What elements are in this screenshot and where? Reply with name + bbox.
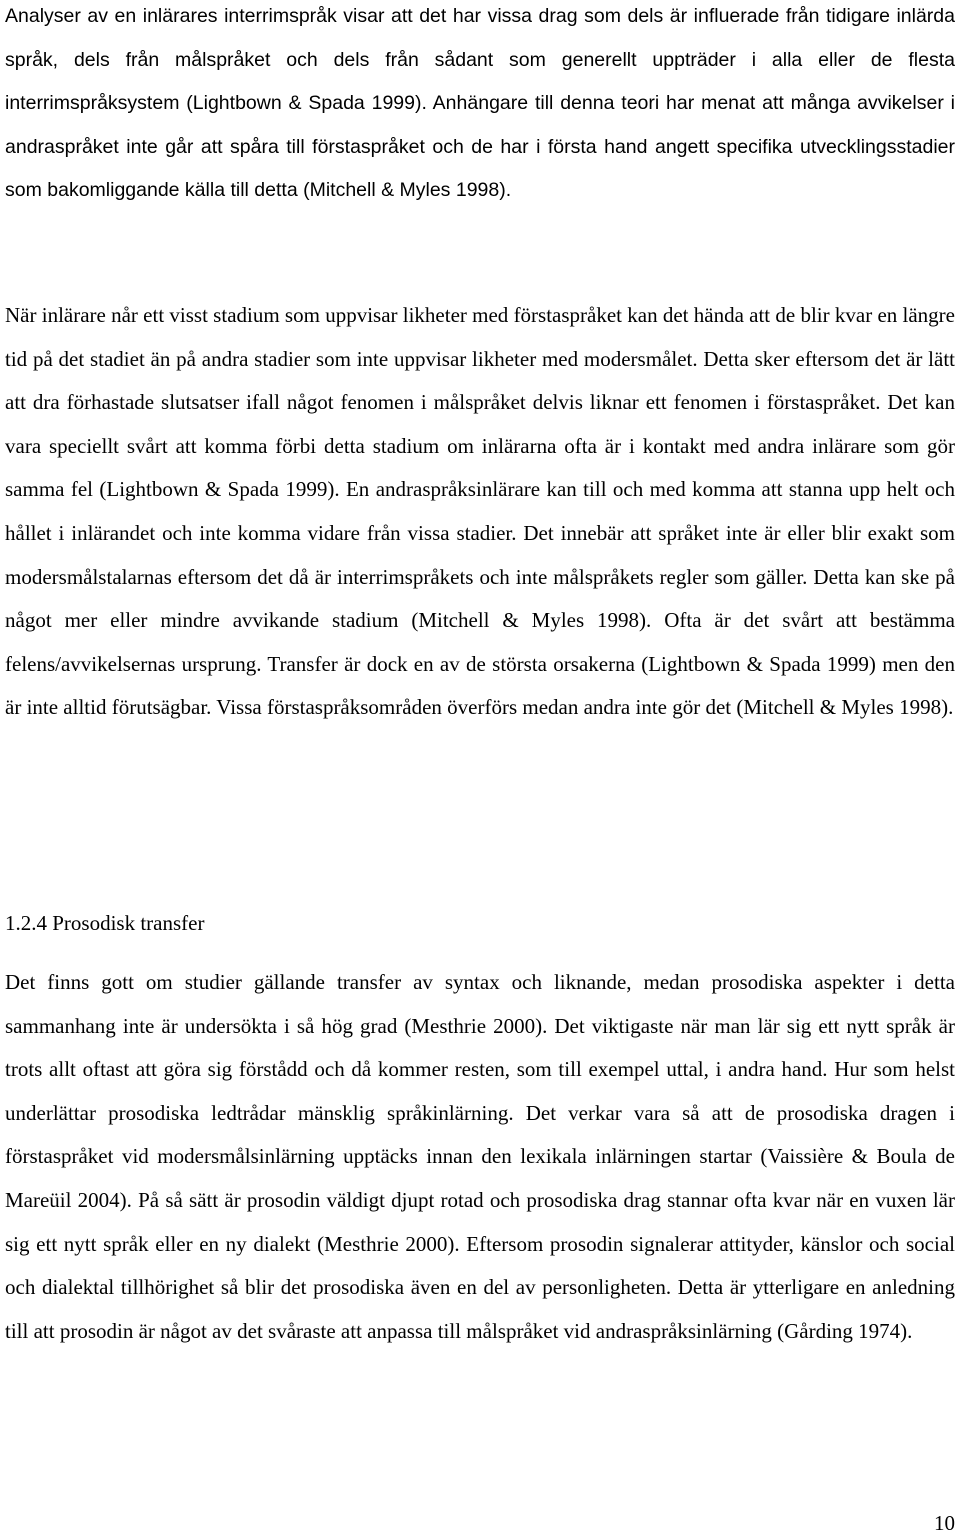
section-heading: 1.2.4 Prosodisk transfer <box>5 911 205 935</box>
body-paragraph-2: När inlärare når ett visst stadium som uppvisar likheter med förstaspråket kan det hända att de blir kvar en längre tid på det stadiet än på andra stadier som inte uppvisar likheter med modersmålet. Detta sker eftersom det är lätt att dra förhastade slutsatser ifall något fenomen i målspråket delvis liknar ett fenomen i förstaspråket. Det kan vara speciellt svårt att komma förbi detta stadium om inlärarna ofta är i kontakt med andra inlärare som gör samma fel (Lightbown & Spada 1999). En andraspråksinlärare kan till och med komma att stanna upp helt och hållet i inlärandet och inte komma vidare från vissa stadier. Det innebär att språket inte är eller blir exakt som modersmålstalarnas eftersom det då är interrimspråkets och inte målspråkets regler som gäller. Detta kan ske på något mer eller mindre avvikande stadium (Mitchell & Myles 1998). Ofta är det svårt att bestämma felens/avvikelsernas ursprung. Transfer är dock en av de största orsakerna (Lightbown & Spada 1999) men den är inte alltid förutsägbar. Vissa förstaspråksområden överförs medan andra inte gör det (Mitchell & Myles 1998). <box>5 303 955 720</box>
body-paragraph-3: Det finns gott om studier gällande transfer av syntax och liknande, medan prosodiska aspekter i detta sammanhang inte är undersökta i så hög grad (Mesthrie 2000). Det viktigaste när man lär sig ett nytt språk är trots allt oftast att göra sig förstådd och då kommer resten, som till exempel uttal, i andra hand. Hur som helst underlättar prosodiska ledtrådar mänsklig språkinlärning. Det verkar vara så att de prosodiska dragen i förstaspråket vid modersmålsinlärning upptäcks innan den lexikala inlärningen startar (Vaissière & Boula de Mareüil 2004). På så sätt är prosodin väldigt djupt rotad och prosodiska drag stannar ofta kvar när en vuxen lär sig ett nytt språk eller en ny dialekt (Mesthrie 2000). Eftersom prosodin signalerar attityder, känslor och social och dialektal tillhörighet så blir det prosodiska även en del av personligheten. Detta är ytterligare en anledning till att prosodin är något av det svåraste att anpassa till målspråket vid andraspråksinlärning (Gårding 1974). <box>5 970 955 1343</box>
page-number: 10 <box>934 1511 955 1535</box>
body-paragraph-1: Analyser av en inlärares interrimspråk visar att det har vissa drag som dels är influerade från tidigare inlärda språk, dels från målspråket och dels från sådant som generellt uppträder i alla eller de flesta interrimspråksystem (Lightbown & Spada 1999). Anhängare till denna teori har menat att många avvikelser i andraspråket inte går att spåra till förstaspråket och de har i första hand angett specifika utvecklingsstadier som bakomliggande källa till detta (Mitchell & Myles 1998). <box>5 5 955 201</box>
